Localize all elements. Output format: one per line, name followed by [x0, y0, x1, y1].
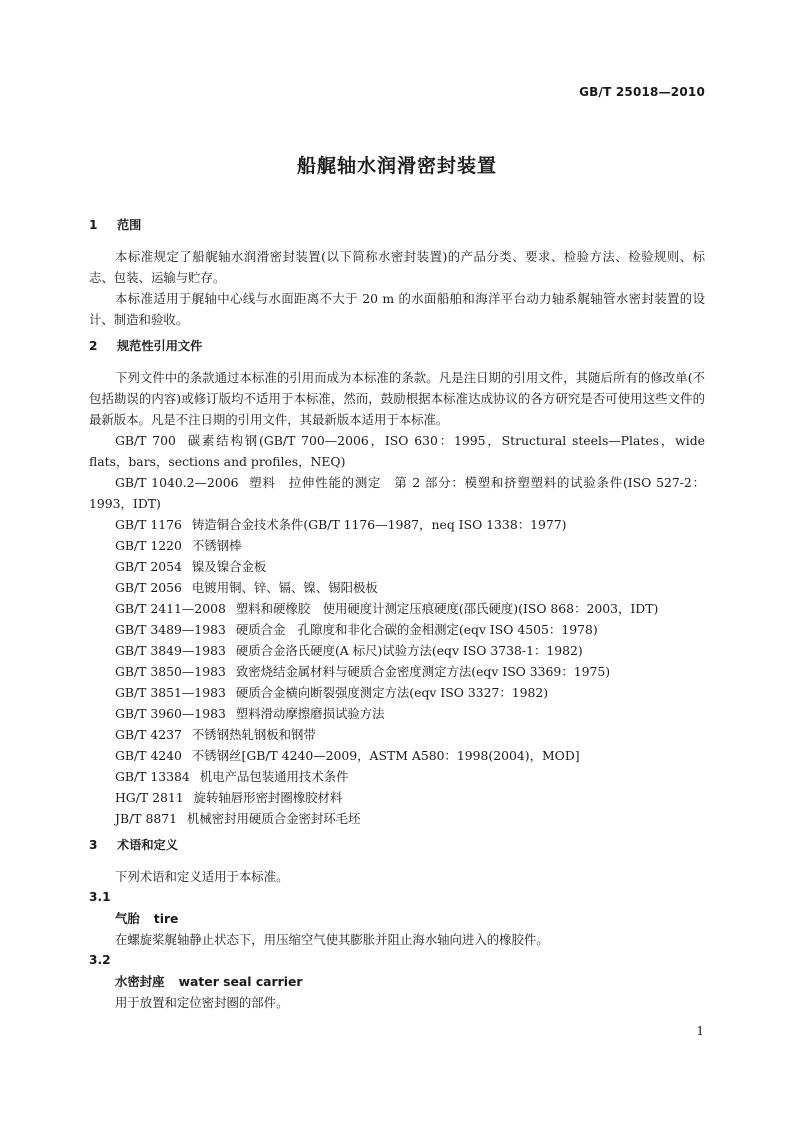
reference-item	[89, 703, 705, 724]
reference-code: GB/T 1220	[115, 538, 182, 553]
reference-title: 镍及镍合金板	[191, 559, 267, 574]
reference-item	[89, 514, 705, 535]
reference-title: 致密烧结金属材料与硬质合金密度测定方法(eqv ISO 3369：1975)	[235, 664, 611, 679]
reference-code: GB/T 3489—1983	[115, 622, 226, 637]
term-heading	[89, 971, 705, 992]
reference-item	[89, 577, 705, 598]
reference-item	[89, 556, 705, 577]
reference-item	[89, 640, 705, 661]
reference-item	[89, 682, 705, 703]
reference-item	[89, 661, 705, 682]
reference-code: GB/T 4237	[115, 727, 182, 742]
reference-title: 硬质合金洛氏硬度(A 标尺)试验方法(eqv ISO 3738-1：1982)	[235, 643, 583, 658]
document-title: 船艉轴水润滑密封装置	[296, 155, 497, 177]
section-title: 范围	[117, 218, 142, 232]
standard-number: GB/T 25018—2010	[579, 85, 705, 99]
reference-title: 塑料和硬橡胶 使用硬度计测定压痕硬度(邵氏硬度)(ISO 868：2003，IDT)	[235, 601, 659, 616]
section-title: 术语和定义	[117, 838, 178, 852]
reference-code: GB/T 1040.2—2006	[115, 475, 239, 490]
reference-title: 不锈钢棒	[191, 538, 242, 553]
reference-code: JB/T 8871	[115, 811, 177, 826]
reference-code: GB/T 13384	[115, 769, 190, 784]
reference-title: 机械密封用硬质合金密封环毛坯	[186, 811, 361, 826]
section-3-heading	[89, 835, 705, 856]
term-number: 3.2	[89, 953, 111, 967]
reference-code: GB/T 4240	[115, 748, 182, 763]
reference-item	[89, 787, 705, 808]
reference-code: GB/T 3960—1983	[115, 706, 226, 721]
reference-title: 硬质合金 孔隙度和非化合碳的金相测定(eqv ISO 4505：1978)	[235, 622, 598, 637]
term-definition: 用于放置和定位密封圈的部件。	[115, 995, 289, 1010]
reference-code: HG/T 2811	[115, 790, 184, 805]
paragraph: 下列术语和定义适用于本标准。	[115, 869, 289, 884]
reference-code: GB/T 700	[115, 433, 176, 448]
term-en: tire	[153, 911, 179, 926]
section-number: 2	[89, 339, 98, 353]
reference-title: 不锈钢热轧钢板和钢带	[191, 727, 316, 742]
reference-item	[89, 535, 705, 556]
term-number: 3.1	[89, 890, 111, 904]
section-2-heading	[89, 336, 705, 357]
reference-item	[89, 619, 705, 640]
reference-item	[89, 598, 705, 619]
reference-item	[89, 430, 705, 472]
document-body	[89, 215, 705, 1013]
section-number: 1	[89, 218, 98, 232]
paragraph: 本标准规定了船艉轴水润滑密封装置(以下简称水密封装置)的产品分类、要求、检验方法、检验规则、标志、包装、运输与贮存。	[89, 249, 705, 285]
reference-title: 塑料滑动摩擦磨损试验方法	[235, 706, 385, 721]
reference-title: 碳素结构钢(GB/T 700—2006，ISO 630：1995，Structural steels—Plates，wide flats，bars，sections and profiles，NEQ)	[89, 433, 706, 469]
reference-code: GB/T 1176	[115, 517, 182, 532]
reference-item	[89, 808, 705, 829]
reference-title: 机电产品包装通用技术条件	[199, 769, 349, 784]
reference-code: GB/T 3849—1983	[115, 643, 226, 658]
term-zh: 水密封座	[115, 974, 165, 989]
reference-item	[89, 745, 705, 766]
reference-code: GB/T 2411—2008	[115, 601, 226, 616]
reference-title: 铸造铜合金技术条件(GB/T 1176—1987，neq ISO 1338：1977)	[191, 517, 567, 532]
reference-item	[89, 472, 705, 514]
reference-code: GB/T 3851—1983	[115, 685, 226, 700]
section-number: 3	[89, 838, 98, 852]
reference-title: 旋转轴唇形密封圈橡胶材料	[193, 790, 343, 805]
paragraph: 本标准适用于艉轴中心线与水面距离不大于 20 m 的水面船舶和海洋平台动力轴系艉轴管水密封装置的设计、制造和验收。	[89, 291, 705, 327]
reference-title: 硬质合金横向断裂强度测定方法(eqv ISO 3327：1982)	[235, 685, 549, 700]
term-en: water seal carrier	[178, 974, 303, 989]
reference-item	[89, 766, 705, 787]
section-title: 规范性引用文件	[117, 339, 203, 353]
reference-title: 不锈钢丝[GB/T 4240—2009，ASTM A580：1998(2004)，MOD]	[191, 748, 580, 763]
term-heading	[89, 908, 705, 929]
reference-title: 塑料 拉伸性能的测定 第 2 部分：模塑和挤塑塑料的试验条件(ISO 527-2：1993，IDT)	[89, 475, 705, 511]
reference-code: GB/T 2056	[115, 580, 182, 595]
reference-code: GB/T 2054	[115, 559, 182, 574]
term-definition: 在螺旋桨艉轴静止状态下，用压缩空气使其膨胀并阻止海水轴向进入的橡胶件。	[115, 932, 549, 947]
reference-item	[89, 724, 705, 745]
page-number: 1	[696, 1024, 704, 1038]
paragraph: 下列文件中的条款通过本标准的引用而成为本标准的条款。凡是注日期的引用文件，其随后所有的修改单(不包括勘误的内容)或修订版均不适用于本标准，然而，鼓励根据本标准达成协议的各方研究是否可使用这些文件的最新版本。凡是不注日期的引用文件，其最新版本适用于本标准。	[89, 370, 705, 427]
term-zh: 气胎	[115, 911, 140, 926]
reference-title: 电镀用铜、锌、镉、镍、锡阳极板	[191, 580, 378, 595]
section-1-heading	[89, 215, 705, 236]
reference-code: GB/T 3850—1983	[115, 664, 226, 679]
